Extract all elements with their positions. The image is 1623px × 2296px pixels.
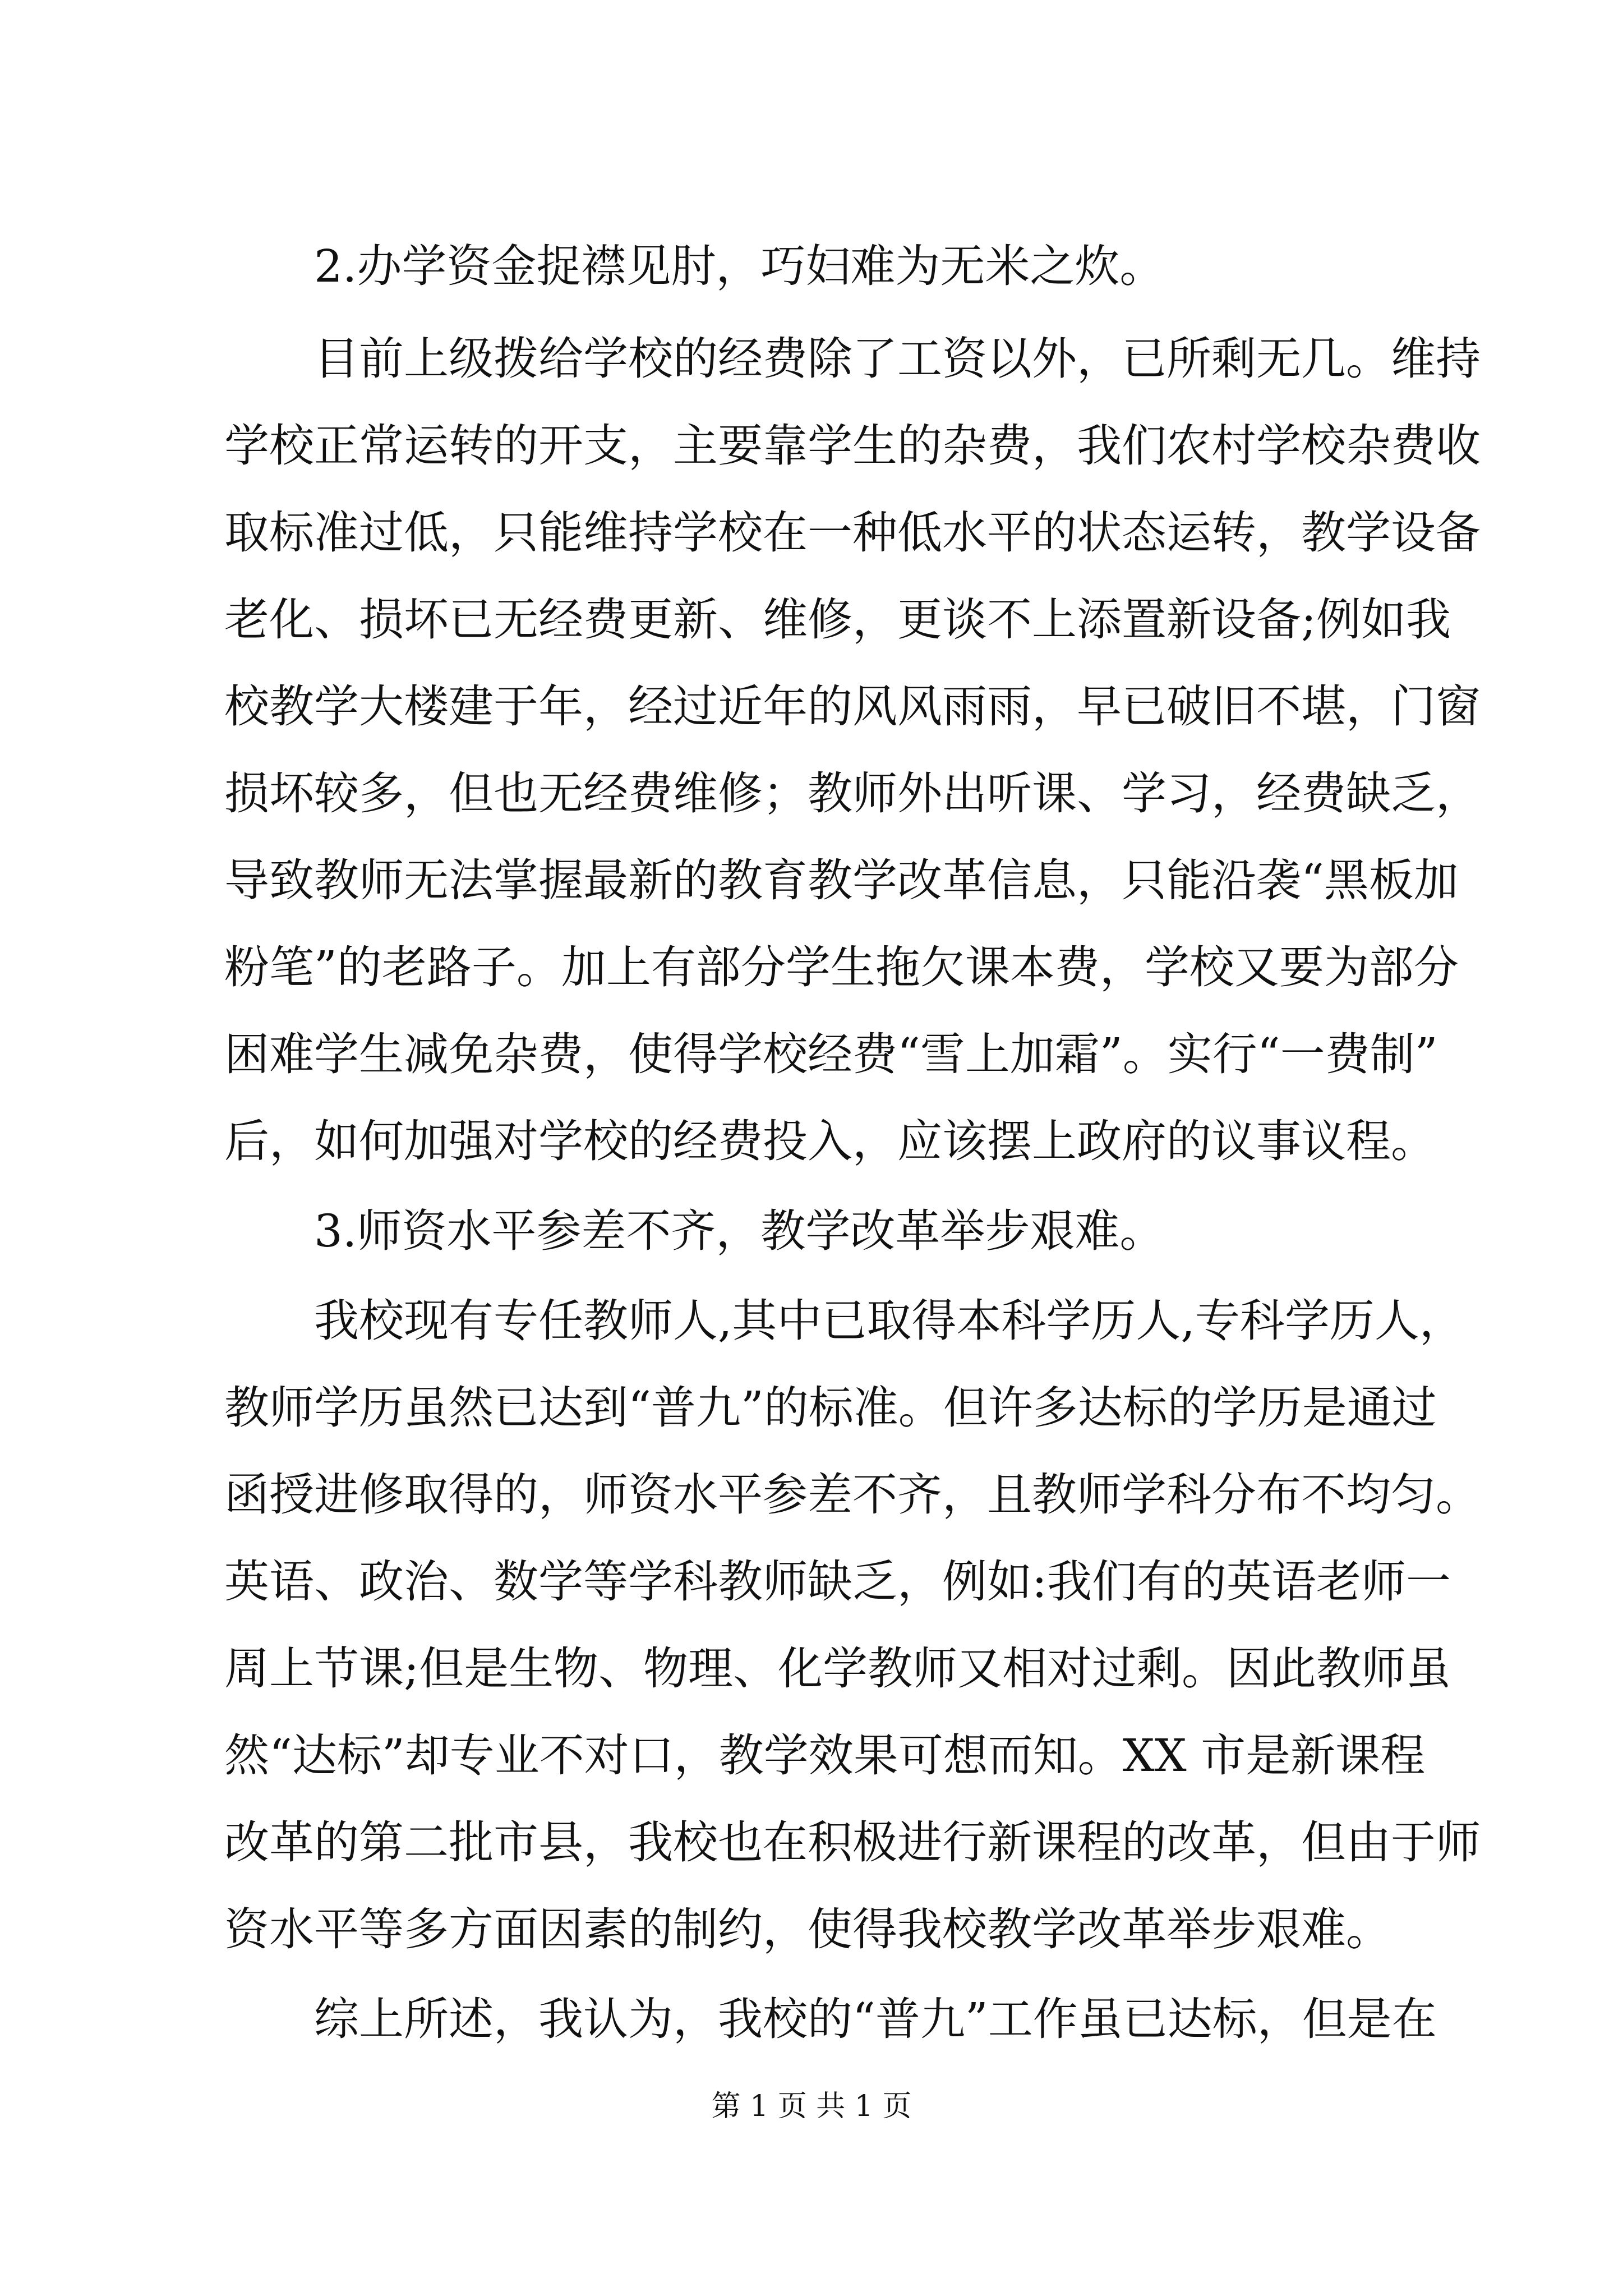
paragraph-line-14: 英语、政治、数学等学科教师缺乏，例如:我们有的英语老师一 bbox=[224, 1556, 1451, 1608]
paragraph-line-16: 然“达标”却专业不对口，教学效果可想而知。XX 市是新课程 bbox=[224, 1729, 1426, 1782]
paragraph-line-18: 资水平等多方面因素的制约，使得我校教学改革举步艰难。 bbox=[224, 1903, 1391, 1955]
paragraph-line-17: 改革的第二批市县，我校也在积极进行新课程的改革，但由于师 bbox=[224, 1816, 1481, 1869]
paragraph-line-15: 周上节课;但是生物、物理、化学教师又相对过剩。因此教师虽 bbox=[224, 1642, 1451, 1695]
heading-line-2: 3.师资水平参差不齐，教学改革举步艰难。 bbox=[314, 1205, 1165, 1257]
paragraph-line-5: 校教学大楼建于年，经过近年的风风雨雨，早已破旧不堪，门窗 bbox=[224, 680, 1481, 733]
paragraph-line-3: 取标准过低，只能维持学校在一种低水平的状态运转，教学设备 bbox=[224, 507, 1481, 559]
paragraph-line-1: 目前上级拨给学校的经费除了工资以外，已所剩无几。维持 bbox=[314, 333, 1481, 385]
paragraph-line-6: 损坏较多，但也无经费维修；教师外出听课、学习，经费缺乏， bbox=[224, 767, 1481, 820]
paragraph-line-8: 粉笔”的老路子。加上有部分学生拖欠课本费，学校又要为部分 bbox=[224, 941, 1459, 993]
paragraph-line-11: 我校现有专任教师人,其中已取得本科学历人,专科学历人， bbox=[314, 1295, 1464, 1347]
paragraph-line-4: 老化、损坏已无经费更新、维修，更谈不上添置新设备;例如我 bbox=[224, 593, 1451, 646]
paragraph-line-7: 导致教师无法掌握最新的教育教学改革信息，只能沿袭“黑板加 bbox=[224, 854, 1459, 907]
page-footer: 第 1 页 共 1 页 bbox=[711, 2090, 912, 2123]
paragraph-line-10: 后，如何加强对学校的经费投入，应该摆上政府的议事议程。 bbox=[224, 1115, 1436, 1167]
paragraph-line-12: 教师学历虽然已达到“普九”的标准。但许多达标的学历是通过 bbox=[224, 1382, 1437, 1434]
heading-line-1: 2.办学资金捉襟见肘，巧妇难为无米之炊。 bbox=[314, 240, 1165, 292]
paragraph-line-19: 综上所述，我认为，我校的“普九”工作虽已达标，但是在 bbox=[314, 1993, 1437, 2045]
paragraph-line-13: 函授进修取得的，师资水平参差不齐，且教师学科分布不均匀。 bbox=[224, 1469, 1481, 1521]
paragraph-line-2: 学校正常运转的开支，主要靠学生的杂费，我们农村学校杂费收 bbox=[224, 420, 1481, 472]
paragraph-line-9: 困难学生减免杂费，使得学校经费“雪上加霜”。实行“一费制” bbox=[224, 1028, 1438, 1080]
